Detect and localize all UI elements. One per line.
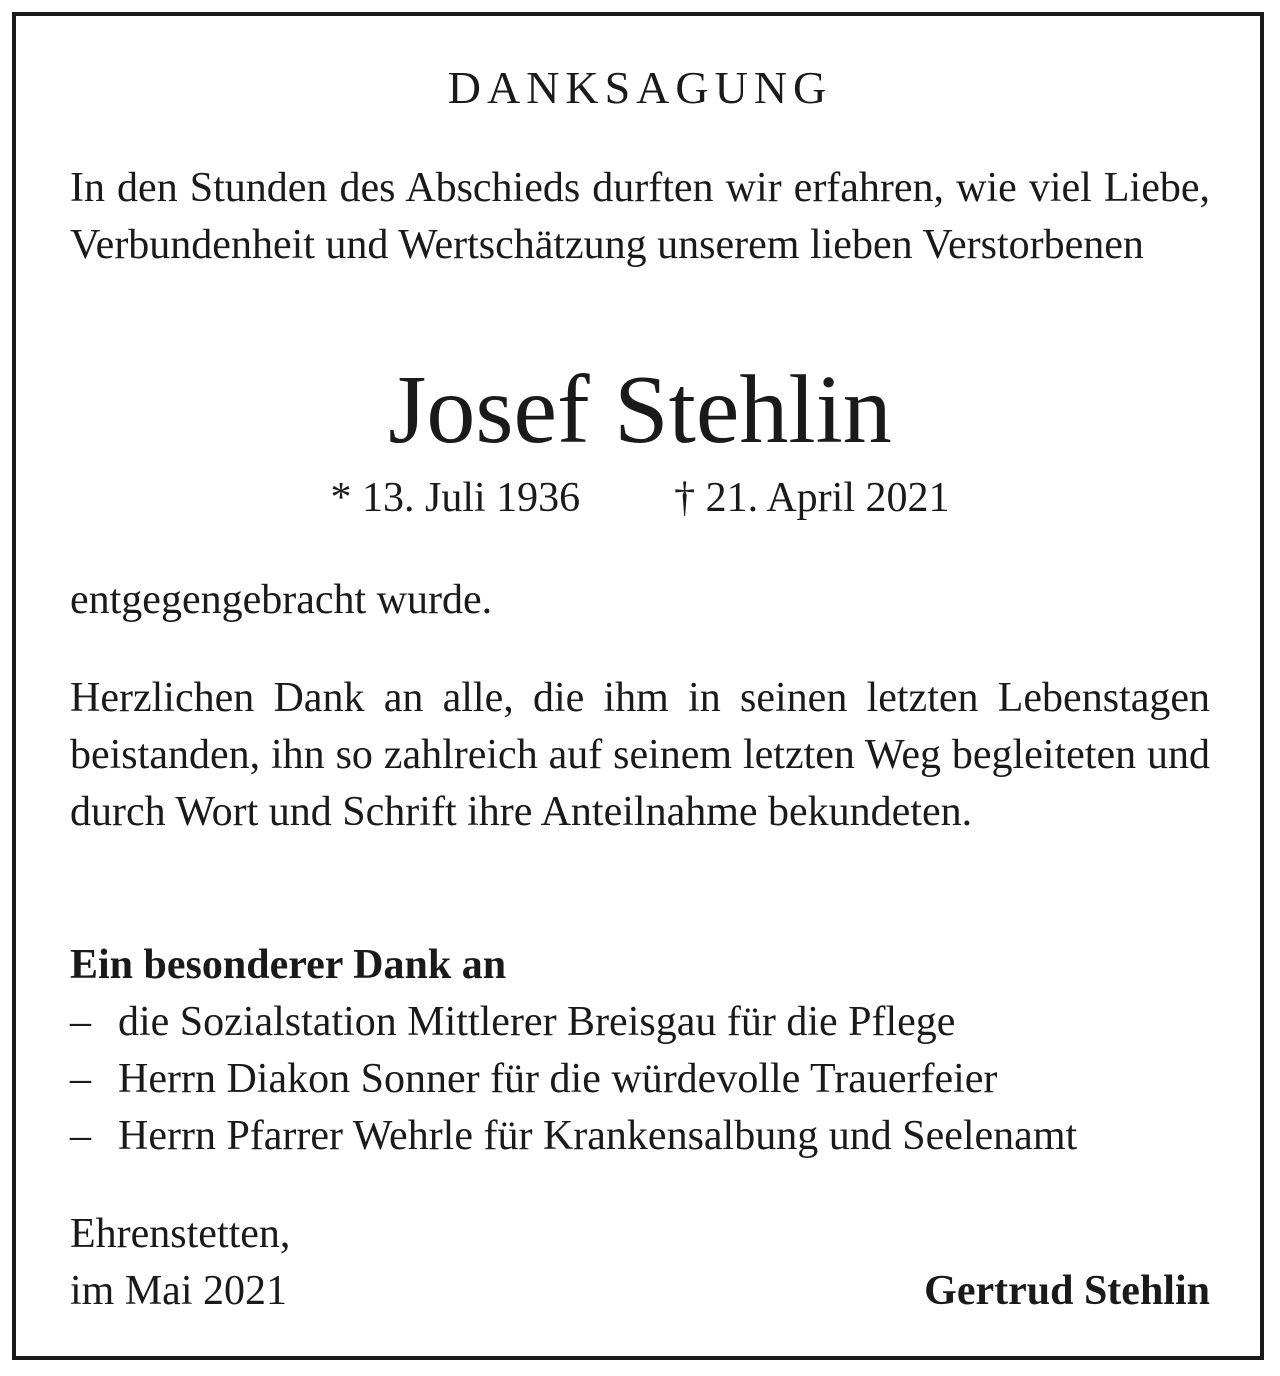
life-dates: [0, 470, 1280, 527]
intro-section: [70, 160, 1210, 274]
list-item: [70, 1051, 1210, 1108]
deceased-name: Josef Stehlin: [388, 356, 892, 464]
closing-date: im Mai 2021: [70, 1268, 287, 1314]
special-thanks-heading: Ein besonderer Dank an: [70, 942, 507, 988]
after-name-text: entgegengebracht wurde.: [70, 577, 493, 623]
intro-text: In den Stunden des Abschieds durften wir erfahren, wie viel Liebe, Verbundenheit und Wertschätzung unserem lieben Verstorbenen: [70, 165, 1210, 268]
after-name-section: [70, 572, 1210, 629]
special-thanks-section: [70, 937, 1210, 1165]
page-title: DANKSAGUNG: [447, 62, 833, 113]
special-thanks-list: [70, 994, 1210, 1165]
list-item-text: Herrn Pfarrer Wehrle für Krankensalbung und Seelenamt: [118, 1113, 1078, 1159]
list-item: [70, 1108, 1210, 1165]
list-item-text: Herrn Diakon Sonner für die würdevolle Trauerfeier: [118, 1056, 998, 1102]
birth-date: * 13. Juli 1936: [330, 475, 581, 521]
dash-marker: –: [70, 999, 91, 1045]
dash-marker: –: [70, 1056, 91, 1102]
list-item: [70, 994, 1210, 1051]
death-date: † 21. April 2021: [674, 475, 950, 521]
signer-name: Gertrud Stehlin: [924, 1268, 1210, 1314]
list-item-text: die Sozialstation Mittlerer Breisgau für die Pflege: [118, 999, 956, 1045]
dash-marker: –: [70, 1113, 91, 1159]
thanks-section: [70, 670, 1210, 841]
closing-place: Ehrenstetten,: [70, 1211, 291, 1257]
thanks-text: Herzlichen Dank an alle, die ihm in seinen letzten Lebenstagen beistanden, ihn so zahlreich auf seinem letzten Weg begleiteten und durch Wort und Schrift ihre Anteilnahme bekundeten.: [70, 675, 1210, 835]
